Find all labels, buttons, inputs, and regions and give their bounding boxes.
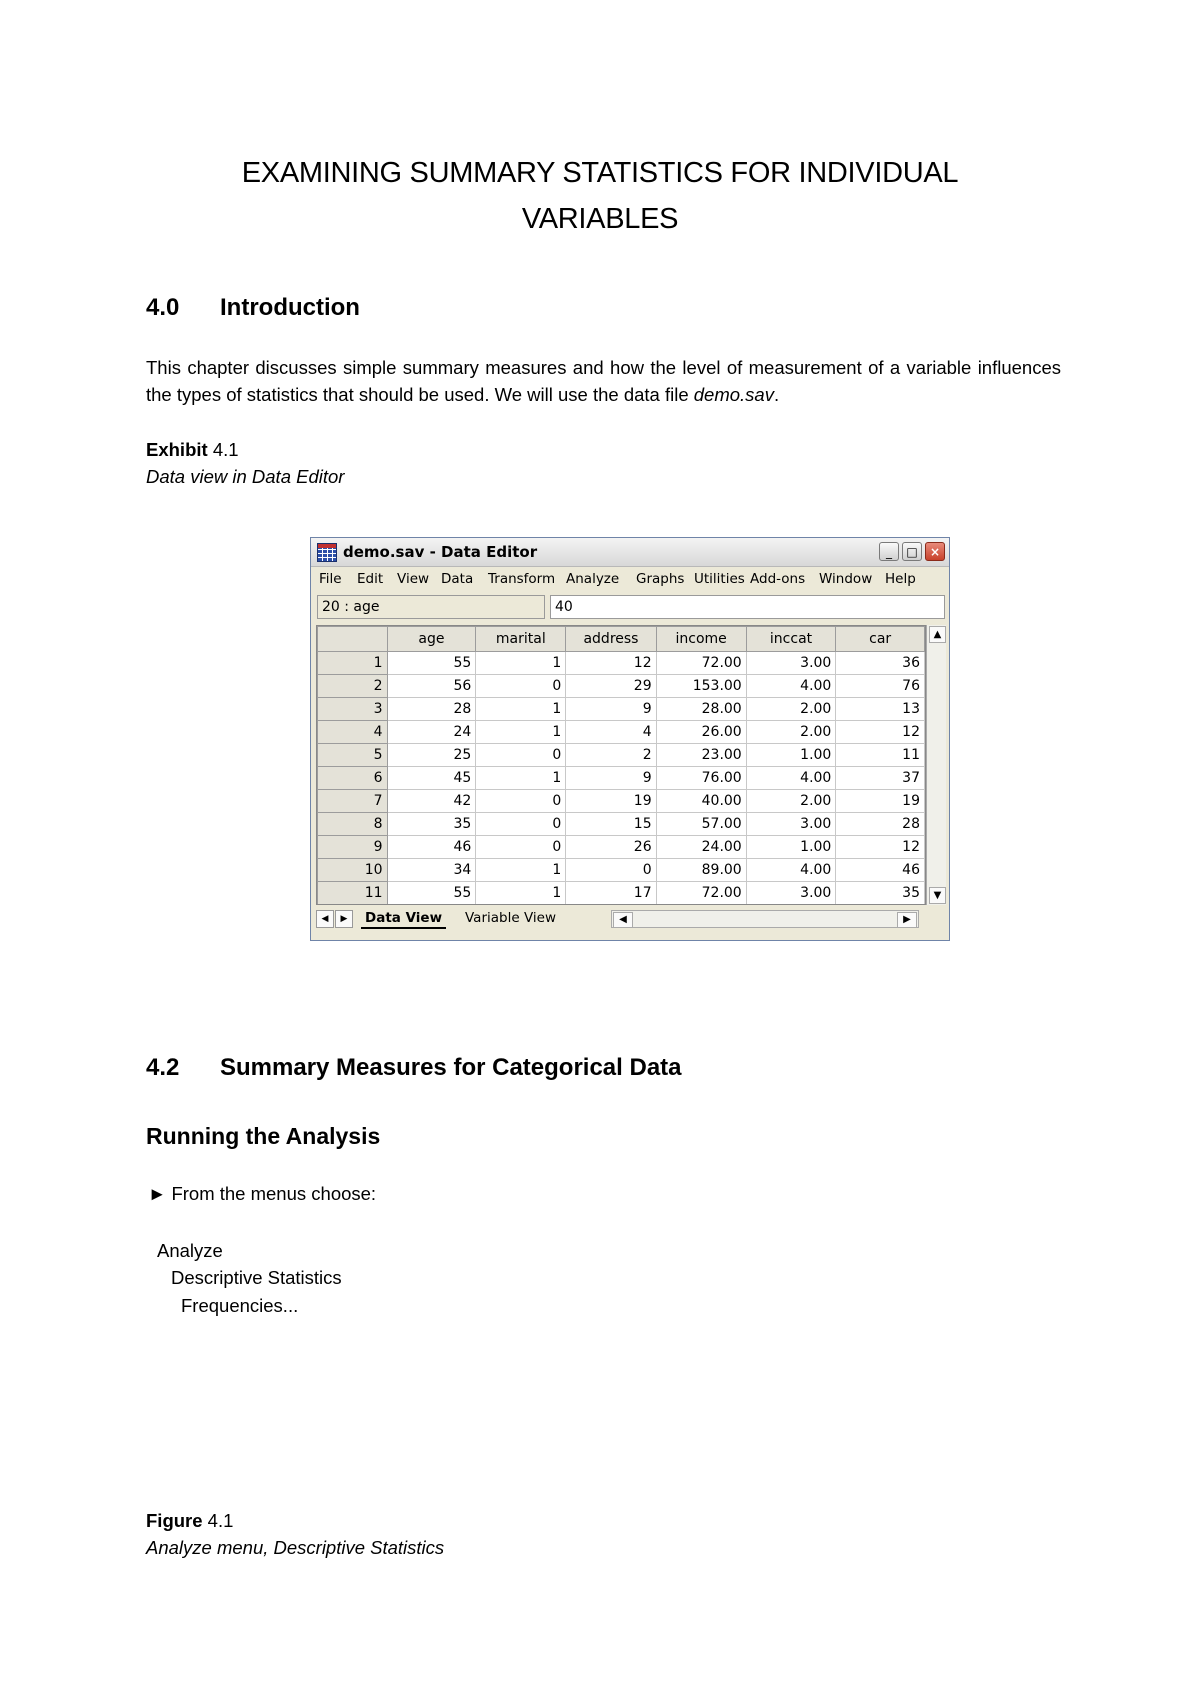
table-cell[interactable]: 28 [387,698,476,721]
table-row [318,836,925,859]
table-cell[interactable]: 4 [566,721,656,744]
menu-graphs[interactable]: Graphs [636,571,685,587]
table-cell[interactable]: 76 [836,675,925,698]
menu-path-descriptive-statistics: Descriptive Statistics [171,1267,342,1288]
scroll-up-icon[interactable]: ▲ [929,626,946,643]
table-cell[interactable]: 1.00 [746,744,836,767]
table-cell[interactable]: 46 [387,836,476,859]
table-cell[interactable]: 0 [476,813,566,836]
exhibit-title: Data view in Data Editor [146,466,345,487]
table-cell[interactable]: 2.00 [746,721,836,744]
row-number[interactable]: 3 [318,698,388,721]
figure-label: Figure [146,1510,203,1531]
table-row [318,675,925,698]
horizontal-scrollbar[interactable] [611,910,919,928]
table-cell[interactable]: 3.00 [746,813,836,836]
table-row [318,767,925,790]
table-row [318,652,925,675]
cell-reference: 20 : age [317,595,545,619]
table-cell[interactable]: 42 [387,790,476,813]
table-cell[interactable]: 4.00 [746,675,836,698]
table-cell[interactable]: 3.00 [746,652,836,675]
table-cell[interactable]: 1 [476,721,566,744]
table-cell[interactable]: 1 [476,882,566,905]
table-cell[interactable]: 4.00 [746,767,836,790]
figure-title: Analyze menu, Descriptive Statistics [146,1537,445,1558]
table-cell[interactable]: 19 [836,790,925,813]
menu-add-ons[interactable]: Add-ons [750,571,806,587]
table-cell[interactable]: 28.00 [656,698,746,721]
table-cell[interactable]: 9 [566,767,656,790]
column-header-inccat[interactable]: inccat [746,627,836,652]
menu-path-frequencies: Frequencies... [181,1295,299,1316]
table-cell[interactable]: 0 [476,744,566,767]
menu-view[interactable]: View [397,571,430,587]
table-cell[interactable]: 55 [387,652,476,675]
table-cell[interactable]: 28 [836,813,925,836]
menu-data[interactable]: Data [441,571,474,587]
title-line-2: VARIABLES [521,203,679,235]
page-title [140,150,1060,242]
intro-end: . [773,384,780,405]
table-row [318,859,925,882]
column-header-age[interactable]: age [387,627,476,652]
table-cell[interactable]: 2 [566,744,656,767]
table-cell[interactable]: 45 [387,767,476,790]
vertical-scrollbar[interactable] [926,625,946,905]
menu-analyze[interactable]: Analyze [566,571,620,587]
section-number: 4.0 [146,294,180,321]
table-cell[interactable]: 35 [387,813,476,836]
table-cell[interactable]: 89.00 [656,859,746,882]
menu-utilities[interactable]: Utilities [694,571,745,587]
table-row [318,721,925,744]
table-row [318,882,925,905]
section-title: Introduction [220,294,360,321]
table-cell[interactable]: 23.00 [656,744,746,767]
data-editor-window [310,537,950,941]
table-cell[interactable]: 12 [836,721,925,744]
row-number[interactable]: 11 [318,882,388,905]
table-row [318,744,925,767]
minimize-button[interactable]: _ [879,542,899,561]
table-cell[interactable]: 76.00 [656,767,746,790]
intro-file-name: demo.sav [693,384,774,405]
close-button[interactable]: × [925,542,945,561]
maximize-button[interactable]: □ [902,542,922,561]
intro-text: This chapter discusses simple summary measures and how the level of measurement of a variable influences the types of statistics that should be used. We will use the data file [146,357,1061,405]
title-line-1: EXAMINING SUMMARY STATISTICS FOR INDIVIDUAL [241,157,959,189]
window-title: demo.sav - Data Editor [343,543,538,561]
window-titlebar[interactable] [311,538,949,567]
table-cell[interactable]: 1 [476,767,566,790]
table-cell[interactable]: 17 [566,882,656,905]
tab-variable-view[interactable]: Variable View [465,910,556,926]
table-cell[interactable]: 19 [566,790,656,813]
table-cell[interactable]: 29 [566,675,656,698]
table-row [318,813,925,836]
table-cell[interactable]: 40.00 [656,790,746,813]
table-cell[interactable]: 72.00 [656,882,746,905]
table-cell[interactable]: 25 [387,744,476,767]
menu-transform[interactable]: Transform [488,571,556,587]
row-number[interactable]: 5 [318,744,388,767]
instruction-text: ► From the menus choose: [148,1183,377,1204]
row-number[interactable]: 7 [318,790,388,813]
section-heading-categorical [146,1054,682,1082]
menu-edit[interactable]: Edit [357,571,384,587]
exhibit-caption [146,436,344,490]
section-heading-introduction [146,294,360,322]
table-cell[interactable]: 34 [387,859,476,882]
figure-number: 4.1 [207,1510,234,1531]
row-number[interactable]: 1 [318,652,388,675]
table-cell[interactable]: 2.00 [746,698,836,721]
section-number: 4.2 [146,1054,180,1081]
scroll-right-icon[interactable]: ▶ [897,912,917,928]
table-cell[interactable]: 12 [836,836,925,859]
table-cell[interactable]: 11 [836,744,925,767]
scroll-left-icon[interactable]: ◀ [613,912,633,928]
row-number[interactable]: 9 [318,836,388,859]
table-cell[interactable]: 2.00 [746,790,836,813]
table-cell[interactable]: 15 [566,813,656,836]
header-row [318,627,925,652]
table-cell[interactable]: 1 [476,859,566,882]
table-cell[interactable]: 1 [476,698,566,721]
menu-window[interactable]: Window [819,571,873,587]
table-cell[interactable]: 4.00 [746,859,836,882]
figure-caption [146,1507,444,1561]
cell-value-input[interactable]: 40 [550,595,945,619]
table-cell[interactable]: 0 [566,859,656,882]
menu-file[interactable]: File [319,571,342,587]
table-cell[interactable]: 0 [476,836,566,859]
table-cell[interactable]: 13 [836,698,925,721]
menu-help[interactable]: Help [885,571,916,587]
data-table [317,626,925,905]
column-header-address[interactable]: address [566,627,656,652]
table-cell[interactable]: 3.00 [746,882,836,905]
intro-paragraph [146,354,1061,408]
table-cell[interactable]: 26.00 [656,721,746,744]
corner-cell[interactable] [318,627,388,652]
table-cell[interactable]: 72.00 [656,652,746,675]
data-grid [316,625,926,905]
menu-bar [311,567,949,591]
table-row [318,790,925,813]
table-cell[interactable]: 24.00 [656,836,746,859]
table-cell[interactable]: 57.00 [656,813,746,836]
exhibit-number: 4.1 [212,439,239,460]
row-number[interactable]: 2 [318,675,388,698]
table-cell[interactable]: 56 [387,675,476,698]
table-cell[interactable]: 35 [836,882,925,905]
section-title: Summary Measures for Categorical Data [220,1054,682,1081]
table-cell[interactable]: 12 [566,652,656,675]
tab-data-view[interactable]: Data View [361,909,446,929]
running-analysis-heading: Running the Analysis [146,1123,381,1149]
table-cell[interactable]: 153.00 [656,675,746,698]
table-cell[interactable]: 26 [566,836,656,859]
table-cell[interactable]: 1.00 [746,836,836,859]
table-cell[interactable]: 0 [476,675,566,698]
cell-editor-bar [311,592,949,622]
menu-path-analyze: Analyze [157,1240,223,1261]
table-cell[interactable]: 55 [387,882,476,905]
column-header-income[interactable]: income [656,627,746,652]
table-cell[interactable]: 37 [836,767,925,790]
column-header-marital[interactable]: marital [476,627,566,652]
row-number[interactable]: 10 [318,859,388,882]
table-cell[interactable]: 36 [836,652,925,675]
tab-prev-icon[interactable]: ◀ [316,910,334,928]
table-cell[interactable]: 46 [836,859,925,882]
table-cell[interactable]: 24 [387,721,476,744]
view-tabs-bar [311,907,949,931]
exhibit-label: Exhibit [146,439,208,460]
table-cell[interactable]: 9 [566,698,656,721]
row-number[interactable]: 8 [318,813,388,836]
table-cell[interactable]: 1 [476,652,566,675]
scroll-down-icon[interactable]: ▼ [929,887,946,904]
column-header-car[interactable]: car [836,627,925,652]
table-cell[interactable]: 0 [476,790,566,813]
table-row [318,698,925,721]
spreadsheet-icon [317,543,337,562]
row-number[interactable]: 4 [318,721,388,744]
row-number[interactable]: 6 [318,767,388,790]
tab-next-icon[interactable]: ▶ [335,910,353,928]
